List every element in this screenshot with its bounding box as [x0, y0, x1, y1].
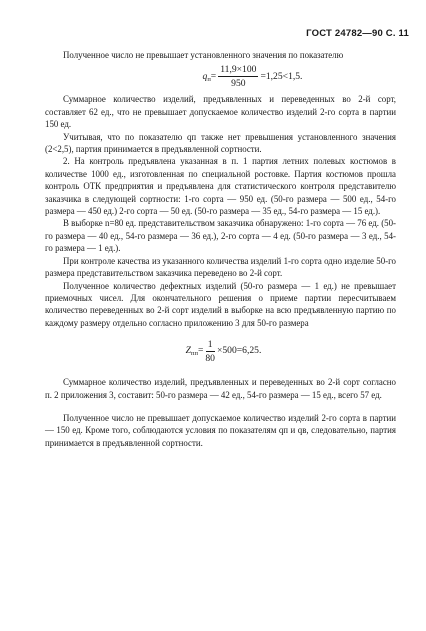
- page-content: [45, 49, 396, 449]
- formula-2-lhs: $Z_{пп}=$: [185, 345, 204, 358]
- formula-2-numerator: 1: [207, 339, 213, 351]
- paragraph-6: При контроле качества из указанного количества изделий 1-го сорта одно изделие 50-го размера представительством заказчика переведено во 2-й сорт.: [45, 255, 396, 279]
- paragraph-7: Полученное количество дефектных изделий (50-го размера — 1 ед.) не превышает приемочных чисел. Для окончательного решения о приеме партии пересчитываем количество переведенных во 2-й сорт изделий в выборке на всю предъявленную партию по каждому размеру отдельно согласно приложению 3 для 50-го размера: [45, 280, 396, 328]
- formula-2-result: ×500=6,25.: [216, 345, 262, 357]
- formula-1-lhs: $q_п=$: [202, 70, 217, 83]
- paragraph-1: Полученное число не превышает установленного значения по показателю: [63, 50, 344, 60]
- paragraph-4: 2. На контроль предъявлена указанная в п. 1 партия летних полевых костюмов в количестве 1000 ед., изготовленная по специальной ростовке. Партия костюмов прошла контроль ОТК предприятия и предъявлена для статистического контроля представителю заказчика в следующей сортности: 1-го сорта — 950 ед. (50-го размера — 500 ед., 54-го размера — 450 ед.) 2-го сорта — 50 ед. (50-го размера — 35 ед., 54-го размера — 15 ед.).: [45, 156, 396, 217]
- paragraph-8: Суммарное количество изделий, предъявленных и переведенных во 2-й сорт согласно п. 2 приложения 3, составит: 50-го размера — 42 ед., 54-го размера — 15 ед., всего 57 ед.: [45, 377, 396, 400]
- page-header: ГОСТ 24782—90 С. 11: [306, 28, 409, 39]
- formula-1-denominator: 950: [231, 78, 246, 90]
- paragraph-9: Полученное число не превышает допускаемое количество изделий 2-го сорта в партии — 150 ед. Кроме того, соблюдаются условия по показателям qп и qв, следовательно, партия принимается в предъявленной сортности.: [45, 412, 396, 448]
- formula-1-result: =1,25<1,5.: [260, 70, 303, 82]
- formula-z-value: [51, 339, 396, 364]
- paragraph-2: Суммарное количество изделий, предъявленных и переведенных во 2-й сорт, составляет 62 ед., что не превышает допускаемое количество изделий 2-го сорта в партии 150 ед.: [45, 94, 396, 130]
- formula-1-fraction: [218, 64, 258, 89]
- formula-q-index: [109, 64, 396, 89]
- paragraph-3: Учитывая, что по показателю qп также нет превышения установленного значения (2<2,5), партия принимается в предъявленной сортности.: [45, 131, 396, 155]
- formula-1-numerator: 11,9×100: [220, 64, 257, 76]
- formula-2-denominator: 80: [205, 353, 215, 365]
- formula-2-fraction: [205, 339, 215, 364]
- paragraph-5: В выборке n=80 ед. представительством заказчика обнаружено: 1-го сорта — 76 ед. (50-го размера — 40 ед., 54-го размера — 36 ед.), 2-го сорта — 4 ед. (50-го размера — 3 ед., 54-го размера — 1 ед.).: [45, 218, 396, 254]
